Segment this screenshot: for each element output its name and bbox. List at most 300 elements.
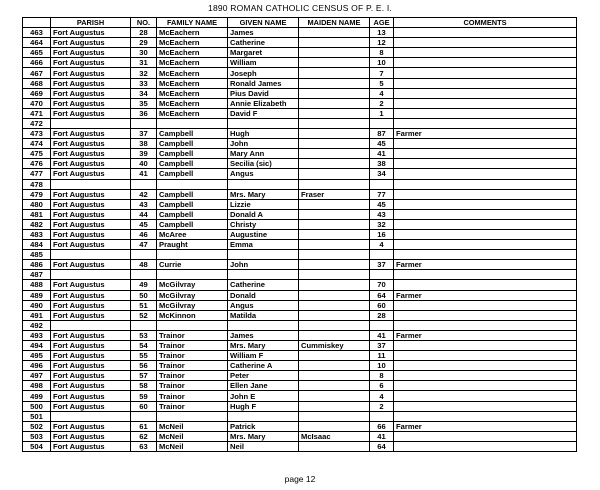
cell-comments bbox=[394, 381, 577, 391]
cell-maiden-name bbox=[299, 219, 370, 229]
cell-comments bbox=[394, 341, 577, 351]
cell-age: 4 bbox=[370, 88, 394, 98]
cell-no: 53 bbox=[131, 330, 157, 340]
cell-family-name: McNeil bbox=[157, 441, 228, 451]
cell-no: 31 bbox=[131, 58, 157, 68]
cell-maiden-name bbox=[299, 28, 370, 38]
cell-row-number: 463 bbox=[23, 28, 51, 38]
cell-maiden-name bbox=[299, 118, 370, 128]
cell-parish: Fort Augustus bbox=[51, 28, 131, 38]
table-row bbox=[23, 58, 577, 68]
cell-maiden-name: Cummiskey bbox=[299, 341, 370, 351]
cell-given-name: William bbox=[228, 58, 299, 68]
cell-family-name: Praught bbox=[157, 240, 228, 250]
cell-no: 49 bbox=[131, 280, 157, 290]
cell-given-name: Matilda bbox=[228, 310, 299, 320]
cell-given-name bbox=[228, 270, 299, 280]
cell-given-name: William F bbox=[228, 351, 299, 361]
cell-row-number: 494 bbox=[23, 341, 51, 351]
cell-family-name: Trainor bbox=[157, 381, 228, 391]
table-row bbox=[23, 229, 577, 239]
cell-no: 60 bbox=[131, 401, 157, 411]
table-row bbox=[23, 391, 577, 401]
cell-maiden-name bbox=[299, 371, 370, 381]
cell-maiden-name bbox=[299, 78, 370, 88]
cell-row-number: 502 bbox=[23, 421, 51, 431]
cell-parish: Fort Augustus bbox=[51, 58, 131, 68]
cell-age: 66 bbox=[370, 421, 394, 431]
column-header-index bbox=[23, 18, 51, 28]
cell-parish: Fort Augustus bbox=[51, 421, 131, 431]
cell-maiden-name bbox=[299, 139, 370, 149]
cell-row-number: 482 bbox=[23, 219, 51, 229]
table-row bbox=[23, 421, 577, 431]
cell-given-name: Hugh bbox=[228, 129, 299, 139]
cell-no: 35 bbox=[131, 98, 157, 108]
cell-maiden-name bbox=[299, 240, 370, 250]
cell-given-name: Neil bbox=[228, 441, 299, 451]
cell-given-name: Catherine bbox=[228, 280, 299, 290]
cell-maiden-name bbox=[299, 250, 370, 260]
cell-no: 52 bbox=[131, 310, 157, 320]
cell-parish: Fort Augustus bbox=[51, 330, 131, 340]
cell-parish: Fort Augustus bbox=[51, 38, 131, 48]
cell-maiden-name bbox=[299, 88, 370, 98]
cell-comments bbox=[394, 431, 577, 441]
cell-age: 10 bbox=[370, 361, 394, 371]
cell-comments bbox=[394, 280, 577, 290]
table-row bbox=[23, 330, 577, 340]
table-row bbox=[23, 38, 577, 48]
cell-no: 39 bbox=[131, 149, 157, 159]
table-row bbox=[23, 320, 577, 330]
cell-given-name: Patrick bbox=[228, 421, 299, 431]
table-row bbox=[23, 411, 577, 421]
cell-maiden-name bbox=[299, 310, 370, 320]
cell-no: 61 bbox=[131, 421, 157, 431]
cell-no: 51 bbox=[131, 300, 157, 310]
cell-age: 41 bbox=[370, 149, 394, 159]
cell-family-name: McNeil bbox=[157, 431, 228, 441]
cell-comments bbox=[394, 169, 577, 179]
cell-maiden-name bbox=[299, 441, 370, 451]
table-row bbox=[23, 300, 577, 310]
table-row bbox=[23, 179, 577, 189]
cell-age: 11 bbox=[370, 351, 394, 361]
cell-comments bbox=[394, 209, 577, 219]
cell-given-name: Annie Elizabeth bbox=[228, 98, 299, 108]
cell-row-number: 464 bbox=[23, 38, 51, 48]
cell-no: 34 bbox=[131, 88, 157, 98]
cell-no: 43 bbox=[131, 199, 157, 209]
cell-parish: Fort Augustus bbox=[51, 431, 131, 441]
cell-age: 28 bbox=[370, 310, 394, 320]
cell-comments bbox=[394, 28, 577, 38]
cell-row-number: 467 bbox=[23, 68, 51, 78]
table-row bbox=[23, 28, 577, 38]
cell-no bbox=[131, 320, 157, 330]
table-row bbox=[23, 260, 577, 270]
cell-row-number: 498 bbox=[23, 381, 51, 391]
cell-parish: Fort Augustus bbox=[51, 209, 131, 219]
cell-family-name: Campbell bbox=[157, 139, 228, 149]
cell-family-name: McEachern bbox=[157, 88, 228, 98]
cell-row-number: 485 bbox=[23, 250, 51, 260]
header-row bbox=[23, 18, 577, 28]
cell-parish: Fort Augustus bbox=[51, 199, 131, 209]
cell-age: 37 bbox=[370, 341, 394, 351]
cell-row-number: 481 bbox=[23, 209, 51, 219]
cell-no bbox=[131, 118, 157, 128]
cell-given-name: Margaret bbox=[228, 48, 299, 58]
cell-comments bbox=[394, 351, 577, 361]
cell-age bbox=[370, 250, 394, 260]
cell-family-name: McEachern bbox=[157, 58, 228, 68]
cell-comments bbox=[394, 58, 577, 68]
table-row bbox=[23, 310, 577, 320]
cell-row-number: 469 bbox=[23, 88, 51, 98]
cell-given-name: Christy bbox=[228, 219, 299, 229]
cell-given-name: Mrs. Mary bbox=[228, 431, 299, 441]
cell-given-name: Catherine bbox=[228, 38, 299, 48]
cell-row-number: 490 bbox=[23, 300, 51, 310]
table-row bbox=[23, 78, 577, 88]
cell-parish: Fort Augustus bbox=[51, 189, 131, 199]
cell-given-name: Ronald James bbox=[228, 78, 299, 88]
cell-comments bbox=[394, 139, 577, 149]
cell-parish: Fort Augustus bbox=[51, 169, 131, 179]
table-row bbox=[23, 240, 577, 250]
cell-parish bbox=[51, 270, 131, 280]
cell-comments bbox=[394, 108, 577, 118]
cell-comments bbox=[394, 310, 577, 320]
cell-age: 16 bbox=[370, 229, 394, 239]
cell-age bbox=[370, 270, 394, 280]
cell-comments bbox=[394, 149, 577, 159]
column-header-age: AGE bbox=[370, 18, 394, 28]
table-row bbox=[23, 371, 577, 381]
cell-family-name: McEachern bbox=[157, 108, 228, 118]
cell-age: 2 bbox=[370, 98, 394, 108]
cell-comments bbox=[394, 38, 577, 48]
cell-comments bbox=[394, 78, 577, 88]
cell-maiden-name bbox=[299, 58, 370, 68]
cell-row-number: 499 bbox=[23, 391, 51, 401]
cell-given-name bbox=[228, 320, 299, 330]
cell-age: 45 bbox=[370, 139, 394, 149]
cell-family-name: McEachern bbox=[157, 48, 228, 58]
cell-parish: Fort Augustus bbox=[51, 381, 131, 391]
cell-parish: Fort Augustus bbox=[51, 441, 131, 451]
cell-parish: Fort Augustus bbox=[51, 129, 131, 139]
cell-no: 30 bbox=[131, 48, 157, 58]
cell-age: 10 bbox=[370, 58, 394, 68]
cell-no bbox=[131, 250, 157, 260]
cell-family-name: McKinnon bbox=[157, 310, 228, 320]
cell-given-name: Angus bbox=[228, 169, 299, 179]
cell-maiden-name bbox=[299, 108, 370, 118]
cell-age: 8 bbox=[370, 371, 394, 381]
cell-maiden-name bbox=[299, 159, 370, 169]
cell-given-name bbox=[228, 250, 299, 260]
document-title: 1890 ROMAN CATHOLIC CENSUS OF P. E. I. bbox=[208, 3, 392, 13]
cell-given-name: Pius David bbox=[228, 88, 299, 98]
cell-no: 42 bbox=[131, 189, 157, 199]
cell-age: 32 bbox=[370, 219, 394, 229]
cell-comments bbox=[394, 401, 577, 411]
cell-row-number: 495 bbox=[23, 351, 51, 361]
cell-comments: Farmer bbox=[394, 421, 577, 431]
cell-row-number: 479 bbox=[23, 189, 51, 199]
cell-comments bbox=[394, 199, 577, 209]
column-header-family-name: FAMILY NAME bbox=[157, 18, 228, 28]
cell-row-number: 496 bbox=[23, 361, 51, 371]
table-row bbox=[23, 149, 577, 159]
cell-given-name: Donald bbox=[228, 290, 299, 300]
cell-no: 54 bbox=[131, 341, 157, 351]
table-row bbox=[23, 290, 577, 300]
cell-maiden-name bbox=[299, 229, 370, 239]
cell-maiden-name bbox=[299, 129, 370, 139]
cell-row-number: 483 bbox=[23, 229, 51, 239]
cell-comments bbox=[394, 88, 577, 98]
cell-no: 46 bbox=[131, 229, 157, 239]
cell-row-number: 501 bbox=[23, 411, 51, 421]
cell-no: 63 bbox=[131, 441, 157, 451]
cell-parish: Fort Augustus bbox=[51, 280, 131, 290]
table-row bbox=[23, 351, 577, 361]
cell-family-name bbox=[157, 250, 228, 260]
cell-family-name: Campbell bbox=[157, 209, 228, 219]
table-row bbox=[23, 88, 577, 98]
cell-row-number: 468 bbox=[23, 78, 51, 88]
cell-age bbox=[370, 179, 394, 189]
cell-family-name: Trainor bbox=[157, 401, 228, 411]
cell-family-name: Campbell bbox=[157, 149, 228, 159]
cell-no bbox=[131, 411, 157, 421]
cell-given-name: David F bbox=[228, 108, 299, 118]
cell-given-name: Augustine bbox=[228, 229, 299, 239]
cell-family-name: McGilvray bbox=[157, 290, 228, 300]
cell-row-number: 504 bbox=[23, 441, 51, 451]
cell-comments bbox=[394, 118, 577, 128]
cell-age: 41 bbox=[370, 330, 394, 340]
cell-comments bbox=[394, 391, 577, 401]
cell-comments bbox=[394, 441, 577, 451]
cell-family-name bbox=[157, 411, 228, 421]
cell-maiden-name bbox=[299, 199, 370, 209]
cell-given-name: Angus bbox=[228, 300, 299, 310]
cell-family-name bbox=[157, 118, 228, 128]
cell-parish bbox=[51, 411, 131, 421]
cell-family-name: Trainor bbox=[157, 371, 228, 381]
cell-given-name: Mrs. Mary bbox=[228, 341, 299, 351]
cell-family-name bbox=[157, 320, 228, 330]
cell-age bbox=[370, 411, 394, 421]
cell-comments bbox=[394, 179, 577, 189]
cell-maiden-name bbox=[299, 280, 370, 290]
cell-parish: Fort Augustus bbox=[51, 401, 131, 411]
cell-parish: Fort Augustus bbox=[51, 108, 131, 118]
cell-family-name: Campbell bbox=[157, 219, 228, 229]
cell-maiden-name bbox=[299, 391, 370, 401]
cell-given-name: Secilia (sic) bbox=[228, 159, 299, 169]
cell-no: 28 bbox=[131, 28, 157, 38]
cell-comments bbox=[394, 68, 577, 78]
cell-age: 1 bbox=[370, 108, 394, 118]
cell-no: 33 bbox=[131, 78, 157, 88]
cell-row-number: 474 bbox=[23, 139, 51, 149]
cell-parish: Fort Augustus bbox=[51, 98, 131, 108]
cell-no: 40 bbox=[131, 159, 157, 169]
cell-comments bbox=[394, 48, 577, 58]
cell-row-number: 497 bbox=[23, 371, 51, 381]
cell-no bbox=[131, 179, 157, 189]
cell-family-name: McEachern bbox=[157, 38, 228, 48]
cell-row-number: 488 bbox=[23, 280, 51, 290]
cell-no: 32 bbox=[131, 68, 157, 78]
cell-parish: Fort Augustus bbox=[51, 361, 131, 371]
table-row bbox=[23, 98, 577, 108]
column-header-no: NO. bbox=[131, 18, 157, 28]
cell-family-name: Campbell bbox=[157, 169, 228, 179]
cell-no: 47 bbox=[131, 240, 157, 250]
cell-family-name: McAree bbox=[157, 229, 228, 239]
table-row bbox=[23, 129, 577, 139]
table-row bbox=[23, 341, 577, 351]
cell-family-name: McGilvray bbox=[157, 300, 228, 310]
cell-given-name bbox=[228, 118, 299, 128]
cell-family-name: Currie bbox=[157, 260, 228, 270]
table-row bbox=[23, 169, 577, 179]
cell-comments bbox=[394, 320, 577, 330]
cell-row-number: 476 bbox=[23, 159, 51, 169]
cell-parish: Fort Augustus bbox=[51, 341, 131, 351]
table-row bbox=[23, 159, 577, 169]
cell-maiden-name bbox=[299, 361, 370, 371]
cell-maiden-name bbox=[299, 290, 370, 300]
table-row bbox=[23, 270, 577, 280]
cell-age: 6 bbox=[370, 381, 394, 391]
cell-maiden-name bbox=[299, 38, 370, 48]
cell-given-name: Hugh F bbox=[228, 401, 299, 411]
cell-age: 12 bbox=[370, 38, 394, 48]
column-header-comments: COMMENTS bbox=[394, 18, 577, 28]
cell-row-number: 492 bbox=[23, 320, 51, 330]
cell-row-number: 477 bbox=[23, 169, 51, 179]
cell-parish bbox=[51, 179, 131, 189]
cell-age: 41 bbox=[370, 431, 394, 441]
cell-comments bbox=[394, 189, 577, 199]
cell-comments bbox=[394, 229, 577, 239]
cell-family-name bbox=[157, 270, 228, 280]
cell-age: 43 bbox=[370, 209, 394, 219]
cell-age: 5 bbox=[370, 78, 394, 88]
cell-maiden-name bbox=[299, 68, 370, 78]
table-row bbox=[23, 381, 577, 391]
cell-row-number: 491 bbox=[23, 310, 51, 320]
cell-row-number: 493 bbox=[23, 330, 51, 340]
cell-no: 55 bbox=[131, 351, 157, 361]
table-row bbox=[23, 361, 577, 371]
cell-age: 8 bbox=[370, 48, 394, 58]
cell-no: 62 bbox=[131, 431, 157, 441]
cell-comments bbox=[394, 98, 577, 108]
table-row bbox=[23, 441, 577, 451]
cell-maiden-name bbox=[299, 260, 370, 270]
cell-family-name bbox=[157, 179, 228, 189]
table-row bbox=[23, 48, 577, 58]
cell-parish: Fort Augustus bbox=[51, 290, 131, 300]
cell-maiden-name bbox=[299, 98, 370, 108]
cell-no: 36 bbox=[131, 108, 157, 118]
cell-given-name: James bbox=[228, 330, 299, 340]
cell-comments: Farmer bbox=[394, 330, 577, 340]
cell-age bbox=[370, 320, 394, 330]
cell-given-name: Joseph bbox=[228, 68, 299, 78]
cell-age: 38 bbox=[370, 159, 394, 169]
cell-given-name bbox=[228, 411, 299, 421]
cell-no bbox=[131, 270, 157, 280]
cell-family-name: Campbell bbox=[157, 129, 228, 139]
cell-maiden-name bbox=[299, 179, 370, 189]
cell-row-number: 489 bbox=[23, 290, 51, 300]
cell-comments bbox=[394, 270, 577, 280]
cell-given-name: John bbox=[228, 139, 299, 149]
cell-given-name: Emma bbox=[228, 240, 299, 250]
cell-row-number: 475 bbox=[23, 149, 51, 159]
cell-age bbox=[370, 118, 394, 128]
cell-given-name bbox=[228, 179, 299, 189]
cell-comments bbox=[394, 411, 577, 421]
cell-maiden-name bbox=[299, 330, 370, 340]
cell-comments bbox=[394, 371, 577, 381]
table-row bbox=[23, 219, 577, 229]
cell-age: 60 bbox=[370, 300, 394, 310]
cell-parish: Fort Augustus bbox=[51, 260, 131, 270]
table-row bbox=[23, 280, 577, 290]
cell-no: 48 bbox=[131, 260, 157, 270]
cell-no: 29 bbox=[131, 38, 157, 48]
cell-age: 4 bbox=[370, 240, 394, 250]
cell-no: 59 bbox=[131, 391, 157, 401]
table-row bbox=[23, 108, 577, 118]
cell-given-name: Catherine A bbox=[228, 361, 299, 371]
cell-no: 37 bbox=[131, 129, 157, 139]
cell-given-name: Peter bbox=[228, 371, 299, 381]
cell-row-number: 472 bbox=[23, 118, 51, 128]
cell-maiden-name bbox=[299, 421, 370, 431]
cell-given-name: Donald A bbox=[228, 209, 299, 219]
cell-parish: Fort Augustus bbox=[51, 48, 131, 58]
cell-row-number: 480 bbox=[23, 199, 51, 209]
cell-parish: Fort Augustus bbox=[51, 240, 131, 250]
cell-row-number: 465 bbox=[23, 48, 51, 58]
cell-parish: Fort Augustus bbox=[51, 88, 131, 98]
cell-parish: Fort Augustus bbox=[51, 229, 131, 239]
table-row bbox=[23, 199, 577, 209]
cell-no: 50 bbox=[131, 290, 157, 300]
page-number: page 12 bbox=[284, 474, 316, 484]
census-table bbox=[22, 17, 577, 452]
cell-family-name: Trainor bbox=[157, 391, 228, 401]
cell-no: 44 bbox=[131, 209, 157, 219]
cell-row-number: 487 bbox=[23, 270, 51, 280]
cell-family-name: McEachern bbox=[157, 28, 228, 38]
cell-row-number: 484 bbox=[23, 240, 51, 250]
cell-maiden-name bbox=[299, 169, 370, 179]
cell-parish: Fort Augustus bbox=[51, 149, 131, 159]
